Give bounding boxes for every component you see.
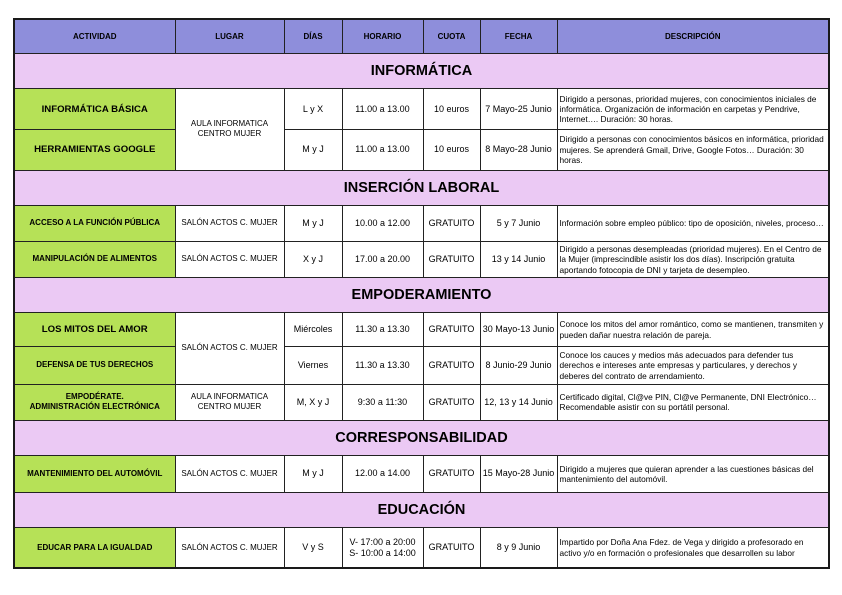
horario-cell: 11.00 a 13.00 [342,89,423,130]
fecha-cell: 8 Junio-29 Junio [480,347,557,384]
dias-cell: X y J [284,241,342,277]
descripcion-cell: Información sobre empleo público: tipo de oposición, niveles, proceso… [557,205,829,241]
cuota-cell: GRATUITO [423,241,480,277]
fecha-cell: 12, 13 y 14 Junio [480,384,557,420]
header-descripcion: DESCRIPCIÓN [557,19,829,54]
fecha-cell: 8 y 9 Junio [480,528,557,568]
section-row [14,493,829,528]
activity-mitos-amor: LOS MITOS DEL AMOR [14,313,175,347]
section-row [14,170,829,205]
section-empoderamiento: EMPODERAMIENTO [14,278,829,313]
cuota-cell: 10 euros [423,130,480,170]
cuota-cell: GRATUITO [423,384,480,420]
horario-cell: 9:30 a 11:30 [342,384,423,420]
table-row [14,313,829,347]
descripcion-cell: Conoce los mitos del amor romántico, como se mantienen, transmiten y pueden dañar nuestra relación de pareja. [557,313,829,347]
dias-cell: M y J [284,130,342,170]
activity-manipulacion-alimentos: MANIPULACIÓN DE ALIMENTOS [14,241,175,277]
section-insercion-laboral: INSERCIÓN LABORAL [14,170,829,205]
table-row [14,241,829,277]
horario-line2: S- 10:00 a 14:00 [349,547,416,558]
table-row [14,347,829,384]
header-horario: HORARIO [342,19,423,54]
activity-empoderate-line2: ADMINISTRACIÓN ELECTRÓNICA [29,402,160,412]
cuota-cell: GRATUITO [423,528,480,568]
fecha-cell: 30 Mayo-13 Junio [480,313,557,347]
cuota-cell: GRATUITO [423,205,480,241]
horario-line1: V- 17:00 a 20:00 [349,536,416,547]
activity-educar-igualdad: EDUCAR PARA LA IGUALDAD [14,528,175,568]
lugar-cell: AULA INFORMATICA CENTRO MUJER [175,384,284,420]
descripcion-cell: Certificado digital, Cl@ve PIN, Cl@ve Permanente, DNI Electrónico… Recomendable asistir con su portátil personal. [557,384,829,420]
descripcion-cell: Impartido por Doña Ana Fdez. de Vega y dirigido a profesorado en activo y/o en formación o profesionales que desarrollen su labor [557,528,829,568]
lugar-aula-informatica: AULA INFORMATICA CENTRO MUJER [175,89,284,170]
activity-empoderate [14,384,175,420]
activity-mantenimiento-automovil: MANTENIMIENTO DEL AUTOMÓVIL [14,455,175,492]
lugar-cell: SALÓN ACTOS C. MUJER [175,528,284,568]
table-row [14,384,829,420]
cuota-cell: 10 euros [423,89,480,130]
descripcion-cell: Conoce los cauces y medios más adecuados para defender tus derechos e intereses ante empresas y particulares, y derechos y deberes del contrato de arrendamiento. [557,347,829,384]
dias-cell: M, X y J [284,384,342,420]
fecha-cell: 8 Mayo-28 Junio [480,130,557,170]
lugar-salon-actos: SALÓN ACTOS C. MUJER [175,313,284,384]
dias-cell: Miércoles [284,313,342,347]
header-actividad: ACTIVIDAD [14,19,175,54]
section-corresponsabilidad: CORRESPONSABILIDAD [14,420,829,455]
header-row [14,19,829,54]
activity-defensa-derechos: DEFENSA DE TUS DERECHOS [14,347,175,384]
cuota-cell: GRATUITO [423,347,480,384]
horario-cell: 17.00 a 20.00 [342,241,423,277]
section-row [14,54,829,89]
fecha-cell: 15 Mayo-28 Junio [480,455,557,492]
activity-herramientas-google: HERRAMIENTAS GOOGLE [14,130,175,170]
section-informatica: INFORMÁTICA [14,54,829,89]
activity-informatica-basica: INFORMÁTICA BÁSICA [14,89,175,130]
lugar-cell: SALÓN ACTOS C. MUJER [175,455,284,492]
descripcion-cell: Dirigido a personas con conocimientos básicos en informática, prioridad mujeres. Se aprenderá Gmail, Drive, Google Fotos… Duración: 30 horas. [557,130,829,170]
section-row [14,420,829,455]
dias-cell: Viernes [284,347,342,384]
descripcion-cell: Dirigido a personas, prioridad mujeres, con conocimientos iniciales de informática. Organización de información en carpetas y Pendrive, Internet…. Duración: 30 horas. [557,89,829,130]
horario-cell: 10.00 a 12.00 [342,205,423,241]
cuota-cell: GRATUITO [423,455,480,492]
section-row [14,278,829,313]
table-row [14,130,829,170]
descripcion-cell: Dirigido a personas desempleadas (prioridad mujeres). En el Centro de la Mujer (imprescindible asistir los dos días). Inscripción gratuita aportando fotocopia de DNI y tarjeta de desempleo. [557,241,829,277]
table-row [14,528,829,568]
fecha-cell: 13 y 14 Junio [480,241,557,277]
section-educacion: EDUCACIÓN [14,493,829,528]
dias-cell: V y S [284,528,342,568]
dias-cell: M y J [284,455,342,492]
dias-cell: L y X [284,89,342,130]
dias-cell: M y J [284,205,342,241]
horario-cell [342,528,423,568]
lugar-cell: SALÓN ACTOS C. MUJER [175,241,284,277]
header-lugar: LUGAR [175,19,284,54]
table-row [14,205,829,241]
descripcion-cell: Dirigido a mujeres que quieran aprender a las cuestiones básicas del mantenimiento del automóvil. [557,455,829,492]
fecha-cell: 7 Mayo-25 Junio [480,89,557,130]
table-row [14,455,829,492]
cuota-cell: GRATUITO [423,313,480,347]
activity-acceso-funcion-publica: ACCESO A LA FUNCIÓN PÚBLICA [14,205,175,241]
lugar-cell: SALÓN ACTOS C. MUJER [175,205,284,241]
header-fecha: FECHA [480,19,557,54]
schedule-table [13,18,830,569]
horario-cell: 11.00 a 13.00 [342,130,423,170]
horario-cell: 11.30 a 13.30 [342,347,423,384]
header-cuota: CUOTA [423,19,480,54]
horario-cell: 12.00 a 14.00 [342,455,423,492]
fecha-cell: 5 y 7 Junio [480,205,557,241]
activity-empoderate-line1: EMPODÉRATE. [65,392,124,402]
table-row [14,89,829,130]
horario-cell: 11.30 a 13.30 [342,313,423,347]
header-dias: DÍAS [284,19,342,54]
